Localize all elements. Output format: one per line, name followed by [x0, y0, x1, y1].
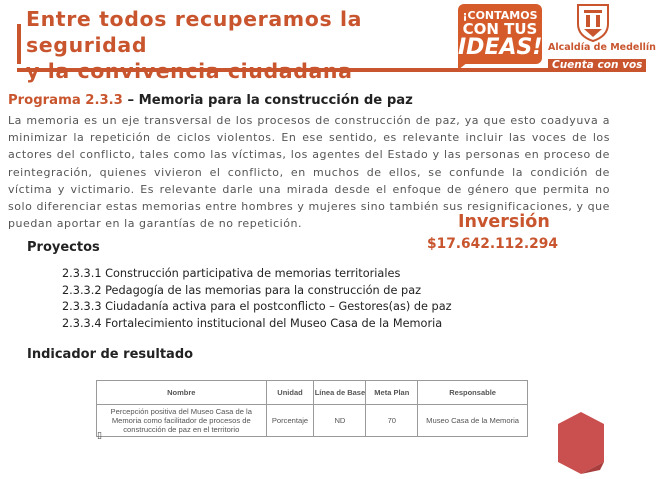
program-description: La memoria es un eje transversal de los procesos de construcción de paz, ya que esto coadyuva a minimizar la repetición de ciclos violentos. En ese sentido, es relevante incluir las voces de los actores del conflicto, tales como las víctimas, los agentes del Estado y las personas en proceso de reintegración, quienes vivieron el conflicto, en muchos de ellos, se confunde la condición de víctima y victimario. Es relevante darle una mirada desde el enfoque de género que permita no solo diferenciar estas memorias entre hombres y mujeres sino también sus resignificaciones, y que puedan aportar en la garantías de no repetición. — [8, 114, 610, 231]
badge-line2: CON TUS — [462, 20, 538, 38]
logo-line2: Cuenta con vos — [548, 59, 646, 72]
inversion-value: $17.642.112.294 — [427, 236, 558, 252]
indicator-table — [96, 380, 528, 437]
program-name: – Memoria para la construcción de paz — [122, 93, 413, 108]
contamos-badge — [458, 4, 542, 64]
medellin-coat-of-arms-icon — [575, 2, 611, 42]
column-header-linea-base: Línea de Base — [314, 381, 366, 405]
badge-tail — [458, 62, 468, 70]
proyecto-item: 2.3.3.3 Ciudadanía activa para el postconflicto – Gestores(as) de paz — [62, 300, 452, 313]
program-code: Programa 2.3.3 — [8, 93, 123, 108]
column-header-meta-plan: Meta Plan — [366, 381, 418, 405]
proyecto-item: 2.3.3.2 Pedagogía de las memorias para la construcción de paz — [62, 283, 422, 297]
page-title — [26, 6, 456, 84]
cell-nombre: Percepción positiva del Museo Casa de la Memoria como facilitador de procesos de construcción de paz en el territorio — [97, 405, 267, 437]
column-header-nombre: Nombre — [97, 381, 267, 405]
proyecto-item: 2.3.3.4 Fortalecimiento institucional del Museo Casa de la Memoria — [62, 316, 443, 330]
proyecto-item: 2.3.3.1 Construcción participativa de memorias territoriales — [62, 267, 401, 280]
column-header-unidad: Unidad — [266, 381, 314, 405]
footnote-glyph: ▯ — [97, 431, 102, 441]
page-title-line1: Entre todos recuperamos la seguridad — [26, 7, 363, 57]
title-accent-bar — [17, 24, 21, 64]
proyectos-list — [62, 266, 532, 332]
cell-meta-plan: 70 — [366, 405, 418, 437]
table-header-row — [97, 381, 528, 405]
next-slide-hexagon-icon[interactable] — [556, 410, 606, 476]
logo-line1: Alcaldía de Medellín — [548, 42, 656, 53]
inversion-label: Inversión — [458, 212, 550, 232]
table-row — [97, 405, 528, 437]
cell-linea-base: ND — [314, 405, 366, 437]
proyectos-heading: Proyectos — [27, 240, 100, 255]
badge-line3: IDEAS! — [458, 35, 543, 60]
column-header-responsable: Responsable — [418, 381, 528, 405]
program-title — [8, 93, 628, 108]
cell-responsable: Museo Casa de la Memoria — [418, 405, 528, 437]
alcaldia-logo — [548, 2, 656, 74]
indicador-heading: Indicador de resultado — [27, 347, 194, 362]
badge-line1: ¡CONTAMOS — [462, 9, 538, 22]
cell-unidad: Porcentaje — [266, 405, 314, 437]
